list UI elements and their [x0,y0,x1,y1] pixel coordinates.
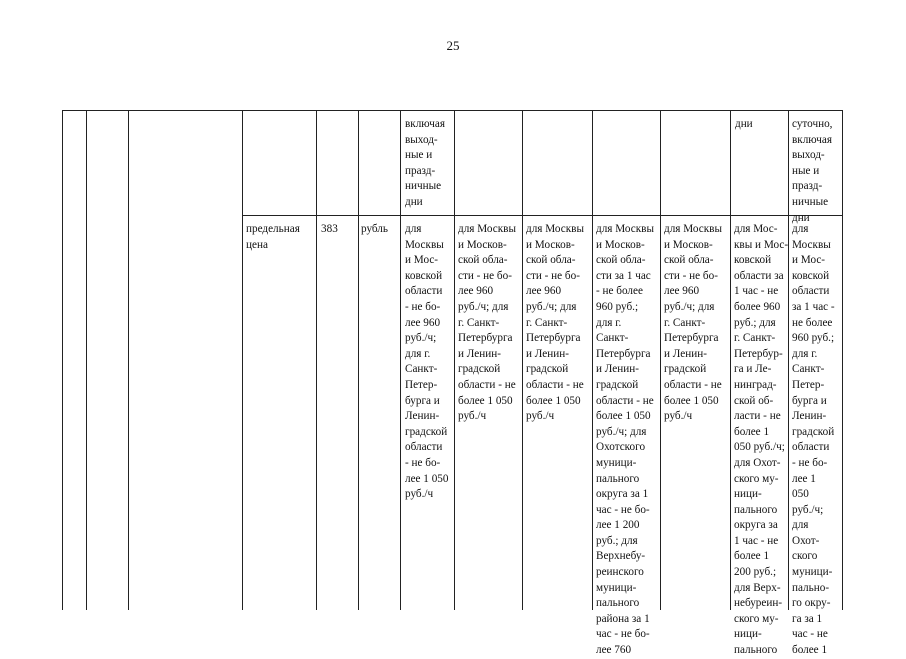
column-border [128,110,129,610]
table-cell: для Мос- квы и Мос- ковской области за 1 час - не более 960 руб.; для г. Санкт- Петербур- га и Ле- нинград- ской об- ласти - не более 1 050 руб./ч; для Охот- ского му- ници- пального округа за 1 час - не более 1 200 руб.; для Верх- небуреин- ского му- ници- пального [734,223,789,657]
table-cell-unit: рубль [361,223,388,235]
table-cell: для Москвы и Мос- ковской области за 1 час - не более 960 руб.; для г. Санкт- Петер- бурга и Ленин- градской области - не бо- лее 1 050 руб./ч; для Охот- ского муници- пально- го окру- га за 1 час - не более 1 [792,223,835,657]
table-cell: суточно, включая выход- ные и празд- ничные дни [792,118,833,224]
table-cell-code: 383 [321,223,338,235]
column-border [788,110,789,610]
column-border [242,110,243,610]
page-number: 25 [446,38,460,53]
table-cell: для Москвы и Москов- ской обла- сти - не бо- лее 960 руб./ч; для г. Санкт- Петербурга и Ленин- градской области - не более 1 050 руб./ч [664,223,722,423]
table-top-border [62,110,842,111]
table-cell: для Москвы и Москов- ской обла- сти - не бо- лее 960 руб./ч; для г. Санкт- Петербурга и Ленин- градской области - не более 1 050 руб./ч [526,223,584,423]
table-cell: для Москвы и Москов- ской обла- сти - не бо- лее 960 руб./ч; для г. Санкт- Петербурга и Ленин- градской области - не более 1 050 руб./ч [458,223,516,423]
table-cell: дни [735,118,753,130]
column-border [400,110,401,610]
column-border [522,110,523,610]
column-border [316,110,317,610]
column-border [592,110,593,610]
column-border [86,110,87,610]
column-border [62,110,63,610]
table-cell: для Москвы и Мос- ковской области - не бо- лее 960 руб./ч; для г. Санкт- Петер- бурга и Ленин- градской области - не бо- лее 1 050 руб./ч [405,223,449,501]
column-border [358,110,359,610]
row-divider [242,215,842,216]
table-cell: включая выход- ные и празд- ничные дни [405,118,445,208]
column-border [842,110,843,610]
column-border [660,110,661,610]
table-cell: для Москвы и Москов- ской обла- сти за 1 час - не более 960 руб.; для г. Санкт- Петербурга и Ленин- градской области - не более 1 050 руб./ч; для Охотского муници- пального округа за 1 час - не бо- лее 1 200 руб.; для Верхнебу- реинского муници- пального района за 1 час - не бо- лее 760 [596,223,654,657]
column-border [730,110,731,610]
table-cell-name: предельная цена [246,223,300,251]
column-border [454,110,455,610]
